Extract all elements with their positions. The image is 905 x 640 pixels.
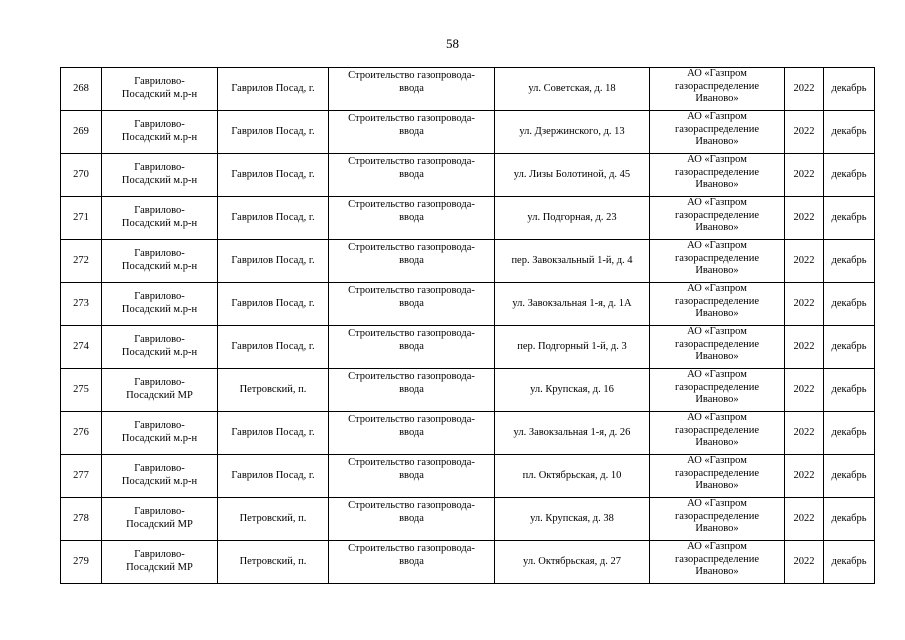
year-text: 2022: [793, 383, 815, 395]
month-text: декабрь: [831, 383, 867, 395]
address-text: пер. Завокзальный 1-й, д. 4: [511, 254, 633, 266]
month-text: декабрь: [831, 168, 867, 180]
work-type-line: ввода: [399, 469, 424, 481]
work-type-cell: [329, 455, 495, 498]
owner-line: газораспределение: [674, 209, 760, 221]
district-line: Посадский м.р-н: [121, 218, 198, 229]
owner-line: Иваново»: [695, 308, 739, 320]
year-cell: [785, 412, 824, 455]
settlement-text: Петровский, п.: [239, 383, 307, 395]
work-type-line: Строительство газопровода-: [348, 543, 475, 554]
owner-line: Иваново»: [695, 222, 739, 234]
district-line: Посадский м.р-н: [121, 347, 198, 358]
work-type-line: Строительство газопровода-: [348, 285, 475, 296]
district-line: Посадский МР: [126, 562, 193, 573]
district-cell: [102, 240, 218, 283]
owner-line: АО «Газпром: [687, 541, 747, 552]
year-cell: [785, 111, 824, 154]
year-cell: [785, 154, 824, 197]
month-text: декабрь: [831, 211, 867, 223]
address-cell: [495, 455, 650, 498]
month-text: декабрь: [831, 125, 867, 137]
year-text: 2022: [793, 211, 815, 223]
district-line: Гаврилово-: [134, 119, 185, 131]
row-number: 277: [73, 469, 89, 481]
address-cell: [495, 197, 650, 240]
owner-line: газораспределение: [674, 553, 760, 565]
row-number: 268: [73, 82, 89, 94]
owner-line: АО «Газпром: [687, 283, 747, 294]
year-text: 2022: [793, 254, 815, 266]
owner-line: АО «Газпром: [687, 455, 747, 466]
table-row: [61, 154, 875, 197]
year-text: 2022: [793, 340, 815, 352]
district-cell: [102, 154, 218, 197]
work-type-line: ввода: [399, 383, 424, 395]
work-type-cell: [329, 197, 495, 240]
work-type-line: ввода: [399, 168, 424, 180]
owner-cell: [650, 541, 785, 584]
work-type-line: Строительство газопровода-: [348, 70, 475, 81]
month-text: декабрь: [831, 340, 867, 352]
district-line: Посадский м.р-н: [121, 261, 198, 272]
address-cell: [495, 498, 650, 541]
month-text: декабрь: [831, 254, 867, 266]
row-number-cell: [61, 369, 102, 412]
settlement-cell: [218, 68, 329, 111]
year-text: 2022: [793, 125, 815, 137]
settlement-cell: [218, 541, 329, 584]
district-line: Гаврилово-: [134, 248, 185, 260]
address-cell: [495, 111, 650, 154]
owner-line: АО «Газпром: [687, 154, 747, 165]
address-text: ул. Лизы Болотиной, д. 45: [513, 168, 631, 180]
month-text: декабрь: [831, 82, 867, 94]
address-cell: [495, 240, 650, 283]
work-type-line: ввода: [399, 555, 424, 567]
work-type-line: Строительство газопровода-: [348, 199, 475, 210]
district-cell: [102, 197, 218, 240]
work-type-line: ввода: [399, 512, 424, 524]
row-number-cell: [61, 111, 102, 154]
district-cell: [102, 369, 218, 412]
year-cell: [785, 541, 824, 584]
owner-line: газораспределение: [674, 166, 760, 178]
owner-cell: [650, 455, 785, 498]
row-number: 271: [73, 211, 89, 223]
address-cell: [495, 541, 650, 584]
address-text: ул. Дзержинского, д. 13: [519, 125, 625, 137]
address-cell: [495, 369, 650, 412]
month-cell: [824, 240, 875, 283]
work-type-cell: [329, 68, 495, 111]
work-type-cell: [329, 111, 495, 154]
owner-line: АО «Газпром: [687, 111, 747, 122]
work-type-line: Строительство газопровода-: [348, 242, 475, 253]
work-type-line: Строительство газопровода-: [348, 328, 475, 339]
settlement-text: Петровский, п.: [239, 512, 307, 524]
row-number-cell: [61, 498, 102, 541]
work-type-line: Строительство газопровода-: [348, 500, 475, 511]
year-text: 2022: [793, 426, 815, 438]
work-type-cell: [329, 369, 495, 412]
address-cell: [495, 283, 650, 326]
address-text: пер. Подгорный 1-й, д. 3: [517, 340, 627, 352]
owner-line: АО «Газпром: [687, 68, 747, 79]
district-cell: [102, 498, 218, 541]
owner-cell: [650, 283, 785, 326]
district-line: Гаврилово-: [134, 205, 185, 217]
table-row: [61, 240, 875, 283]
owner-line: газораспределение: [674, 338, 760, 350]
district-cell: [102, 111, 218, 154]
owner-line: Иваново»: [695, 523, 739, 535]
work-type-line: ввода: [399, 211, 424, 223]
month-text: декабрь: [831, 469, 867, 481]
month-cell: [824, 541, 875, 584]
address-cell: [495, 154, 650, 197]
district-line: Посадский МР: [126, 390, 193, 401]
year-cell: [785, 326, 824, 369]
owner-line: Иваново»: [695, 179, 739, 191]
year-text: 2022: [793, 469, 815, 481]
month-cell: [824, 68, 875, 111]
work-type-line: Строительство газопровода-: [348, 113, 475, 124]
year-cell: [785, 283, 824, 326]
settlement-text: Гаврилов Посад, г.: [231, 125, 315, 137]
address-text: ул. Завокзальная 1-я, д. 1А: [512, 297, 632, 309]
owner-line: Иваново»: [695, 437, 739, 449]
month-cell: [824, 111, 875, 154]
owner-cell: [650, 111, 785, 154]
month-cell: [824, 283, 875, 326]
settlement-text: Гаврилов Посад, г.: [231, 469, 315, 481]
table-row: [61, 68, 875, 111]
work-type-cell: [329, 283, 495, 326]
table-row: [61, 283, 875, 326]
address-text: ул. Крупская, д. 38: [530, 512, 614, 524]
owner-line: газораспределение: [674, 510, 760, 522]
month-cell: [824, 369, 875, 412]
year-text: 2022: [793, 168, 815, 180]
year-cell: [785, 498, 824, 541]
year-cell: [785, 455, 824, 498]
table-row: [61, 498, 875, 541]
row-number-cell: [61, 197, 102, 240]
work-type-line: ввода: [399, 426, 424, 438]
month-text: декабрь: [831, 512, 867, 524]
month-text: декабрь: [831, 297, 867, 309]
settlement-text: Гаврилов Посад, г.: [231, 426, 315, 438]
month-cell: [824, 326, 875, 369]
owner-cell: [650, 68, 785, 111]
address-text: ул. Советская, д. 18: [528, 82, 616, 94]
row-number: 279: [73, 555, 89, 567]
owner-line: АО «Газпром: [687, 369, 747, 380]
month-cell: [824, 455, 875, 498]
owner-line: Иваново»: [695, 480, 739, 492]
year-cell: [785, 197, 824, 240]
owner-line: АО «Газпром: [687, 326, 747, 337]
address-text: ул. Завокзальная 1-я, д. 26: [513, 426, 631, 438]
owner-line: АО «Газпром: [687, 498, 747, 509]
owner-line: Иваново»: [695, 351, 739, 363]
district-line: Посадский МР: [126, 519, 193, 530]
work-type-cell: [329, 498, 495, 541]
work-type-cell: [329, 541, 495, 584]
address-text: ул. Крупская, д. 16: [530, 383, 614, 395]
district-line: Посадский м.р-н: [121, 132, 198, 143]
owner-line: газораспределение: [674, 381, 760, 393]
row-number: 275: [73, 383, 89, 395]
work-type-cell: [329, 412, 495, 455]
settlement-cell: [218, 240, 329, 283]
table-row: [61, 369, 875, 412]
row-number-cell: [61, 283, 102, 326]
address-cell: [495, 68, 650, 111]
district-line: Посадский м.р-н: [121, 476, 198, 487]
district-line: Гаврилово-: [134, 162, 185, 174]
year-text: 2022: [793, 297, 815, 309]
month-cell: [824, 412, 875, 455]
district-line: Гаврилово-: [134, 549, 185, 561]
district-line: Гаврилово-: [134, 420, 185, 432]
owner-line: Иваново»: [695, 136, 739, 148]
settlement-cell: [218, 283, 329, 326]
address-cell: [495, 412, 650, 455]
work-type-cell: [329, 240, 495, 283]
district-line: Посадский м.р-н: [121, 304, 198, 315]
table-row: [61, 541, 875, 584]
table-row: [61, 412, 875, 455]
row-number-cell: [61, 412, 102, 455]
work-type-line: ввода: [399, 254, 424, 266]
owner-cell: [650, 240, 785, 283]
district-cell: [102, 326, 218, 369]
work-type-line: Строительство газопровода-: [348, 457, 475, 468]
settlement-cell: [218, 154, 329, 197]
month-cell: [824, 154, 875, 197]
row-number: 278: [73, 512, 89, 524]
address-text: ул. Октябрьская, д. 27: [523, 555, 621, 567]
work-type-line: ввода: [399, 82, 424, 94]
district-line: Посадский м.р-н: [121, 175, 198, 186]
owner-cell: [650, 154, 785, 197]
settlement-text: Петровский, п.: [239, 555, 307, 567]
table-row: [61, 111, 875, 154]
settlement-text: Гаврилов Посад, г.: [231, 211, 315, 223]
month-text: декабрь: [831, 426, 867, 438]
district-cell: [102, 541, 218, 584]
district-line: Гаврилово-: [134, 291, 185, 303]
owner-line: газораспределение: [674, 424, 760, 436]
month-text: декабрь: [831, 555, 867, 567]
address-cell: [495, 326, 650, 369]
work-type-line: Строительство газопровода-: [348, 156, 475, 167]
row-number: 270: [73, 168, 89, 180]
settlement-cell: [218, 412, 329, 455]
district-cell: [102, 68, 218, 111]
table-row: [61, 326, 875, 369]
owner-line: Иваново»: [695, 394, 739, 406]
district-line: Гаврилово-: [134, 463, 185, 475]
address-text: ул. Подгорная, д. 23: [527, 211, 617, 223]
table-row: [61, 455, 875, 498]
row-number: 273: [73, 297, 89, 309]
owner-line: газораспределение: [674, 123, 760, 135]
owner-line: газораспределение: [674, 80, 760, 92]
row-number: 269: [73, 125, 89, 137]
month-cell: [824, 197, 875, 240]
page-number: 58: [446, 36, 459, 51]
row-number-cell: [61, 541, 102, 584]
row-number-cell: [61, 154, 102, 197]
work-type-cell: [329, 154, 495, 197]
settlement-text: Гаврилов Посад, г.: [231, 254, 315, 266]
district-line: Посадский м.р-н: [121, 433, 198, 444]
owner-line: АО «Газпром: [687, 240, 747, 251]
district-cell: [102, 283, 218, 326]
settlement-text: Гаврилов Посад, г.: [231, 82, 315, 94]
settlement-cell: [218, 111, 329, 154]
owner-cell: [650, 197, 785, 240]
owner-line: газораспределение: [674, 467, 760, 479]
work-type-line: Строительство газопровода-: [348, 414, 475, 425]
row-number: 276: [73, 426, 89, 438]
owner-line: АО «Газпром: [687, 197, 747, 208]
district-line: Гаврилово-: [134, 377, 185, 389]
work-type-line: ввода: [399, 297, 424, 309]
row-number-cell: [61, 240, 102, 283]
work-type-line: ввода: [399, 340, 424, 352]
owner-line: Иваново»: [695, 265, 739, 277]
district-cell: [102, 412, 218, 455]
year-text: 2022: [793, 555, 815, 567]
settlement-cell: [218, 498, 329, 541]
owner-line: АО «Газпром: [687, 412, 747, 423]
table-row: [61, 197, 875, 240]
district-line: Гаврилово-: [134, 334, 185, 346]
year-text: 2022: [793, 512, 815, 524]
owner-cell: [650, 412, 785, 455]
owner-cell: [650, 369, 785, 412]
month-cell: [824, 498, 875, 541]
settlement-cell: [218, 326, 329, 369]
owner-line: Иваново»: [695, 566, 739, 578]
owner-cell: [650, 326, 785, 369]
year-text: 2022: [793, 82, 815, 94]
row-number: 274: [73, 340, 89, 352]
address-text: пл. Октябрьская, д. 10: [522, 469, 622, 481]
district-line: Посадский м.р-н: [121, 89, 198, 100]
work-type-line: ввода: [399, 125, 424, 137]
settlement-text: Гаврилов Посад, г.: [231, 168, 315, 180]
year-cell: [785, 68, 824, 111]
owner-cell: [650, 498, 785, 541]
settlement-cell: [218, 369, 329, 412]
settlement-text: Гаврилов Посад, г.: [231, 297, 315, 309]
year-cell: [785, 369, 824, 412]
row-number: 272: [73, 254, 89, 266]
district-line: Гаврилово-: [134, 76, 185, 88]
row-number-cell: [61, 326, 102, 369]
year-cell: [785, 240, 824, 283]
row-number-cell: [61, 68, 102, 111]
district-line: Гаврилово-: [134, 506, 185, 518]
work-type-line: Строительство газопровода-: [348, 371, 475, 382]
gas-pipeline-table: [60, 67, 875, 584]
owner-line: Иваново»: [695, 93, 739, 105]
row-number-cell: [61, 455, 102, 498]
table-body: [61, 68, 875, 584]
settlement-cell: [218, 455, 329, 498]
district-cell: [102, 455, 218, 498]
owner-line: газораспределение: [674, 252, 760, 264]
settlement-cell: [218, 197, 329, 240]
owner-line: газораспределение: [674, 295, 760, 307]
work-type-cell: [329, 326, 495, 369]
settlement-text: Гаврилов Посад, г.: [231, 340, 315, 352]
